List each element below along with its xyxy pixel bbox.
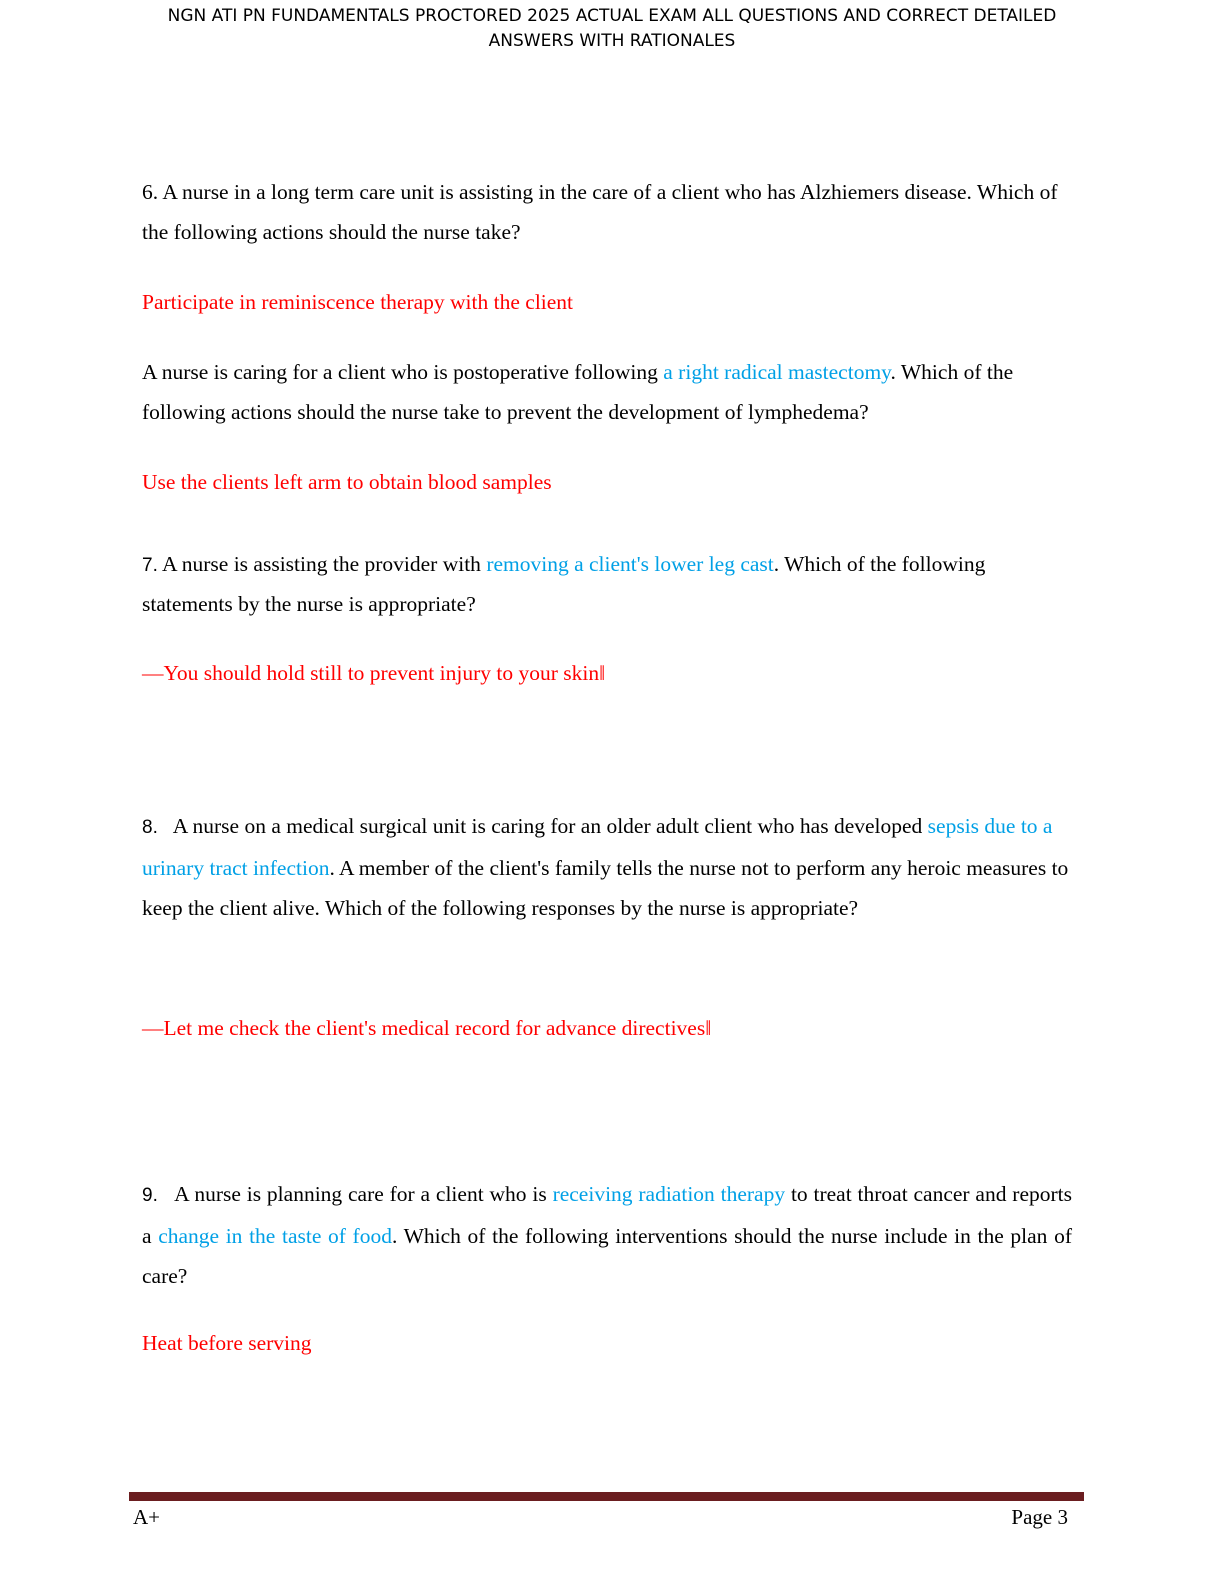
answer-7: —You should hold still to prevent injury to your skin‖: [142, 661, 606, 685]
question-8-part1: A nurse on a medical surgical unit is caring for an older adult client who has developed: [157, 814, 928, 838]
header-line-1: NGN ATI PN FUNDAMENTALS PROCTORED 2025 ACTUAL EXAM ALL QUESTIONS AND CORRECT DETAILED: [167, 6, 1057, 26]
header-line-2: ANSWERS WITH RATIONALES: [488, 31, 736, 51]
question-9-part2: to treat throat cancer and reports a: [142, 1182, 1078, 1248]
answer-lymphedema: Use the clients left arm to obtain blood samples: [142, 470, 552, 494]
question-7-number: 7.: [142, 555, 158, 576]
page-header: [0, 4, 1224, 54]
answer-9: Heat before serving: [142, 1331, 312, 1355]
question-6: [142, 172, 1072, 252]
footer-grade: A+: [133, 1505, 161, 1529]
question-7-part1: A nurse is assisting the provider with: [157, 552, 487, 576]
question-lymphedema-highlight: a right radical mastectomy: [663, 360, 891, 384]
question-8-highlight: sepsis due to a urinary tract infection: [142, 814, 1058, 880]
question-6-text: 6. A nurse in a long term care unit is assisting in the care of a client who has Alzhiemers disease. Which of the following actions should the nurse take?: [142, 180, 1058, 244]
question-9-part1: A nurse is planning care for a client who is: [157, 1182, 553, 1206]
question-9: [142, 1174, 1078, 1296]
question-8: [142, 806, 1072, 928]
question-7-part2: . Which of the following statements by the nurse is appropriate?: [142, 552, 986, 616]
answer-6: Participate in reminiscence therapy with the client: [142, 290, 574, 314]
answer-8: —Let me check the client's medical record for advance directives‖: [142, 1016, 712, 1040]
question-7-highlight: removing a client's lower leg cast: [486, 552, 774, 576]
question-9-highlight-2: change in the taste of food: [158, 1224, 392, 1248]
footer-rule: [129, 1492, 1084, 1501]
question-7: [142, 545, 1072, 624]
question-9-highlight-1: receiving radiation therapy: [552, 1182, 786, 1206]
question-lymphedema: [142, 352, 1072, 432]
page-number: Page 3: [1011, 1505, 1068, 1529]
question-8-part2: . A member of the client's family tells the nurse not to perform any heroic measures to keep the client alive. Which of the following responses by the nurse is appropriate?: [142, 856, 1074, 920]
question-9-number: 9.: [142, 1185, 158, 1206]
question-9-part3: . Which of the following interventions should the nurse include in the plan of care?: [142, 1224, 1078, 1288]
question-8-number: 8.: [142, 817, 158, 838]
question-lymphedema-part2: . Which of the following actions should the nurse take to prevent the development of lymphedema?: [142, 360, 1014, 424]
question-lymphedema-part1: A nurse is caring for a client who is postoperative following: [142, 360, 664, 384]
